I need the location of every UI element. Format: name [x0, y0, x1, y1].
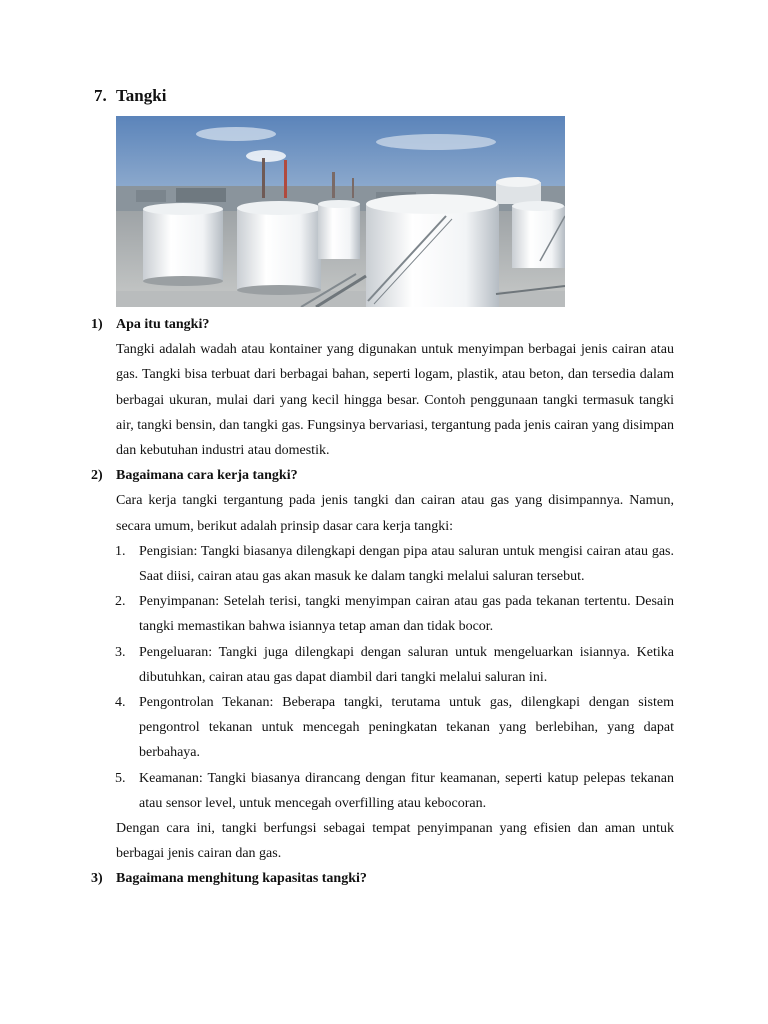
answer-intro: Cara kerja tangki tergantung pada jenis tangki dan cairan atau gas yang disimpannya. Namun, secara umum, berikut adalah prinsip dasar cara kerja tangki:: [116, 493, 674, 534]
step-number: 3.: [115, 644, 126, 660]
question-number: 3): [91, 871, 103, 887]
question-heading: [91, 312, 674, 337]
step-text: Penyimpanan: Setelah terisi, tangki menyimpan cairan atau gas pada tekanan tertentu. Desain tangki memastikan bahwa isiannya tetap aman dan tidak bocor.: [139, 594, 674, 635]
question-number: 1): [91, 317, 103, 332]
question-text: Bagaimana cara kerja tangki?: [116, 468, 298, 484]
step-text: Pengontrolan Tekanan: Beberapa tangki, terutama untuk gas, dilengkapi dengan sistem pengontrol tekanan untuk mencegah peningkatan tekanan yang berlebihan, yang dapat berbahaya.: [139, 695, 674, 761]
list-item: [115, 589, 674, 639]
question-text: Apa itu tangki?: [116, 317, 210, 332]
question-heading: [91, 463, 674, 488]
step-number: 4.: [115, 695, 126, 711]
question-text: Bagaimana menghitung kapasitas tangki?: [116, 871, 367, 887]
step-text: Pengeluaran: Tangki juga dilengkapi dengan saluran untuk mengeluarkan isiannya. Ketika dibutuhkan, cairan atau gas dapat diambil dari tangki melalui saluran ini.: [139, 644, 674, 685]
step-number: 2.: [115, 594, 126, 610]
section-number: 7.: [94, 86, 107, 105]
question-heading: [91, 866, 674, 891]
list-item: [115, 690, 674, 766]
list-item: [115, 539, 674, 589]
section-heading: [94, 86, 166, 106]
document-body: [91, 312, 674, 892]
section-title: Tangki: [116, 86, 167, 105]
storage-tanks-photo: [116, 116, 565, 307]
step-number: 5.: [115, 770, 126, 786]
steps-list: [91, 539, 674, 816]
answer-outro: Dengan cara ini, tangki berfungsi sebagai tempat penyimpanan yang efisien dan aman untuk berbagai jenis cairan dan gas.: [116, 821, 674, 862]
question-number: 2): [91, 468, 103, 484]
step-text: Pengisian: Tangki biasanya dilengkapi dengan pipa atau saluran untuk mengisi cairan atau gas. Saat diisi, cairan atau gas akan masuk ke dalam tangki melalui saluran tersebut.: [139, 543, 674, 585]
step-number: 1.: [115, 543, 126, 559]
step-text: Keamanan: Tangki biasanya dirancang dengan fitur keamanan, seperti katup pelepas tekanan atau sensor level, untuk mencegah overfilling atau kebocoran.: [139, 770, 674, 811]
answer-paragraph: Tangki adalah wadah atau kontainer yang digunakan untuk menyimpan berbagai jenis cairan atau gas. Tangki bisa terbuat dari berbagai bahan, seperti logam, plastik, atau beton, dan tersedia dalam berbagai ukuran, mulai dari yang kecil hingga besar. Contoh penggunaan tangki termasuk tangki air, tangki bensin, dan tangki gas. Fungsinya bervariasi, tergantung pada jenis cairan yang disimpan dan kebutuhan industri atau domestik.: [116, 342, 674, 459]
list-item: [115, 640, 674, 690]
storage-tanks-illustration: [116, 116, 565, 307]
list-item: [115, 766, 674, 816]
